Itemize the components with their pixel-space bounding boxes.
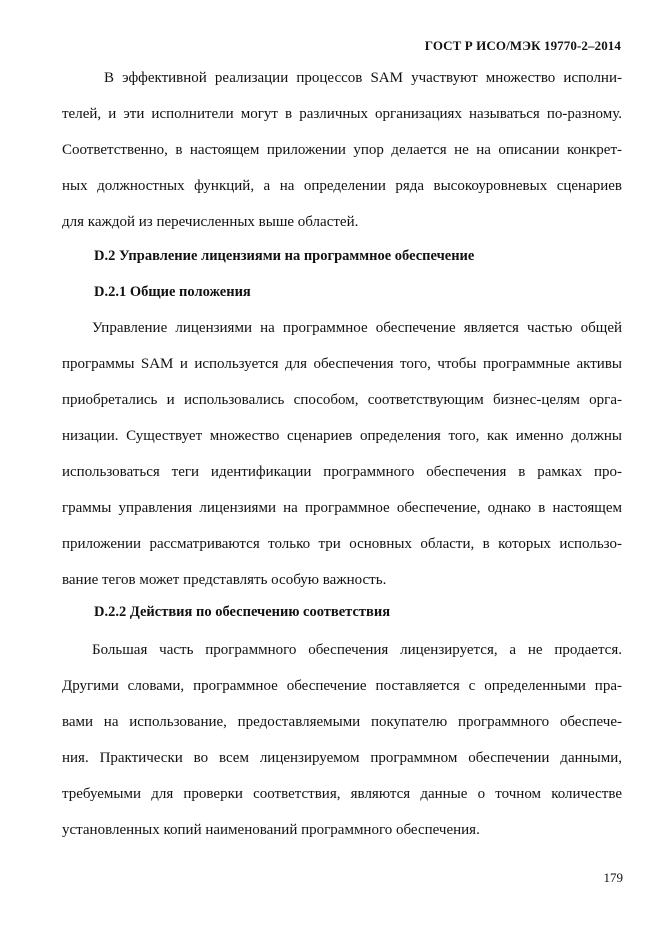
text-line: Соответственно, в настоящем приложении упор делается не на описании конкрет- (62, 142, 622, 158)
text-line: Другими словами, программное обеспечение поставляется с определенными пра- (62, 678, 622, 694)
text-line: программы SAM и используется для обеспечения того, чтобы программные активы (62, 356, 622, 372)
text-line: приложении рассматриваются только три основных области, в которых использо- (62, 536, 622, 552)
text-line: ния. Практически во всем лицензируемом программном обеспечении данными, (62, 750, 622, 766)
paragraph-license-management (62, 310, 622, 598)
text-line: низации. Существует множество сценариев определения того, как именно должны (62, 428, 622, 444)
text-line: для каждой из перечисленных выше областей. (62, 214, 359, 230)
text-line: вами на использование, предоставляемыми покупателю программного обеспече- (62, 714, 622, 730)
text-line: В эффективной реализации процессов SAM участвуют множество исполни- (104, 70, 622, 86)
paragraph-compliance (62, 632, 622, 848)
text-line: установленных копий наименований программного обеспечения. (62, 822, 480, 838)
section-heading-d2-2: D.2.2 Действия по обеспечению соответствия (94, 604, 391, 620)
text-line: телей, и эти исполнители могут в различных организациях называться по-разному. (62, 106, 622, 122)
text-line: использоваться теги идентификации программного обеспечения в рамках про- (62, 464, 622, 480)
text-line: граммы управления лицензиями на программное обеспечение, однако в настоящем (62, 500, 622, 516)
text-line: требуемыми для проверки соответствия, являются данные о точном количестве (62, 786, 622, 802)
text-line: Управление лицензиями на программное обеспечение является частью общей (92, 320, 622, 336)
section-heading-d2: D.2 Управление лицензиями на программное обеспечение (94, 248, 475, 264)
document-header: ГОСТ Р ИСО/МЭК 19770-2–2014 (424, 38, 621, 53)
text-line: вание тегов может представлять особую важность. (62, 572, 387, 588)
page-number: 179 (603, 870, 623, 885)
text-line: ных должностных функций, а на определении ряда высокоуровневых сценариев (62, 178, 622, 194)
paragraph-intro (62, 60, 622, 240)
text-line: приобретались и использовались способом, соответствующим бизнес-целям орга- (62, 392, 622, 408)
section-heading-d2-1: D.2.1 Общие положения (94, 284, 251, 300)
text-line: Большая часть программного обеспечения лицензируется, а не продается. (92, 642, 622, 658)
